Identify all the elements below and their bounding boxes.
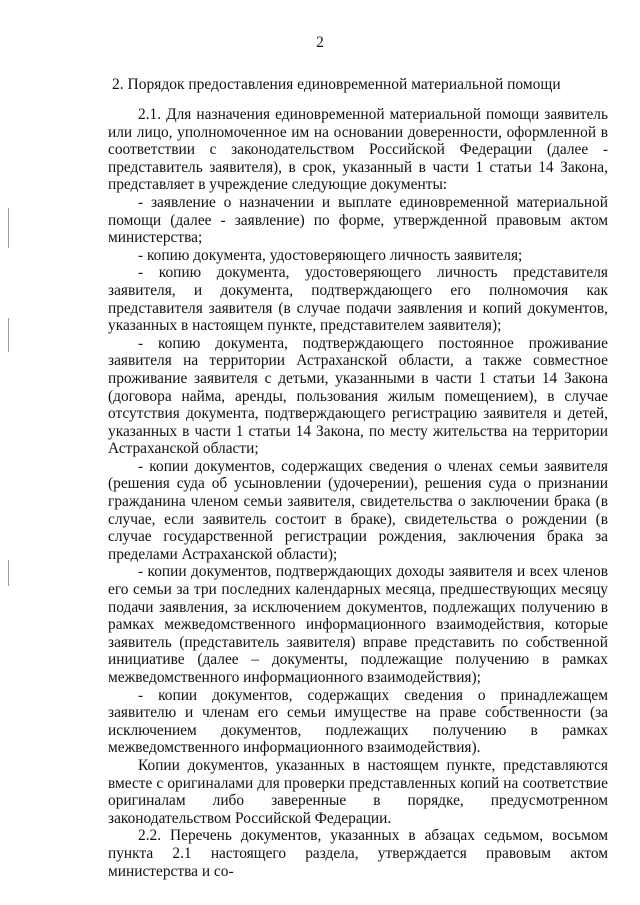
page-number: 2 bbox=[316, 34, 324, 51]
scan-margin-line bbox=[8, 318, 9, 352]
paragraph-2-2: 2.2. Перечень документов, указанных в абзацах седьмом, восьмом пункта 2.1 настоящего раздела, утверждается правовым актом министерства и со- bbox=[108, 827, 608, 880]
list-item-family-documents: - копии документов, содержащих сведения о членах семьи заявителя (решения суда об усыновлении (удочерении), решения суда о признании гражданина членом семьи заявителя, свидетельства о заключении брака (в случае, если заявитель состоит в браке), свидетельства о рождении (в случае государственной регистрации рождения, заключения брака за пределами Астраханской области); bbox=[108, 457, 608, 563]
list-item-application: - заявление о назначении и выплате единовременной материальной помощи (далее - заявление) по форме, утвержденной правовым актом министерства; bbox=[108, 193, 608, 247]
list-item-representative-copy: - копию документа, удостоверяющего личность представителя заявителя, и документа, подтверждающего его полномочия как представителя заявителя (в случае подачи заявления и копий документов, указанных в настоящем пункте, представителем заявителя); bbox=[108, 264, 608, 335]
document-body bbox=[108, 106, 608, 880]
paragraph-copies-note: Копии документов, указанных в настоящем пункте, представляются вместе с оригиналами для проверки представленных копий на соответствие оригиналам либо заверенные в порядке, предусмотренном законодательством Российской Федерации. bbox=[108, 756, 608, 827]
scan-margin-line bbox=[8, 560, 9, 586]
list-item-residence-copy: - копию документа, подтверждающего постоянное проживание заявителя на территории Астраханской области, а также совместное проживание заявителя с детьми, указанными в части 1 статьи 14 Закона (договора найма, аренды, пользования жилым помещением), в случае отсутствия документа, подтверждающего регистрацию заявителя и детей, указанных в части 1 статьи 14 Закона, по месту жительства на территории Астраханской области; bbox=[108, 334, 608, 458]
list-item-identity-copy: - копию документа, удостоверяющего личность заявителя; bbox=[138, 246, 523, 264]
list-item-property-documents: - копии документов, содержащих сведения о принадлежащем заявителю и членам его семьи имуществе на праве собственности (за исключением документов, подлежащих получению в рамках межведомственного информационного взаимодействия). bbox=[108, 686, 608, 757]
scan-margin-line bbox=[8, 208, 9, 248]
paragraph-2-1: 2.1. Для назначения единовременной материальной помощи заявитель или лицо, уполномоченное им на основании доверенности, оформленной в соответствии с законодательством Российской Федерации (далее - представитель заявителя), в срок, указанный в части 1 статьи 14 Закона, представляет в учреждение следующие документы: bbox=[108, 106, 608, 194]
list-item-income-documents: - копии документов, подтверждающих доходы заявителя и всех членов его семьи за три последних календарных месяца, предшествующих месяцу подачи заявления, за исключением документов, подлежащих получению в рамках межведомственного информационного взаимодействия, которые заявитель (представитель заявителя) вправе представить по собственной инициативе (далее – документы, подлежащие получению в рамках межведомственного информационного взаимодействия); bbox=[108, 563, 608, 686]
section-title: 2. Порядок предоставления единовременной материальной помощи bbox=[112, 76, 561, 93]
